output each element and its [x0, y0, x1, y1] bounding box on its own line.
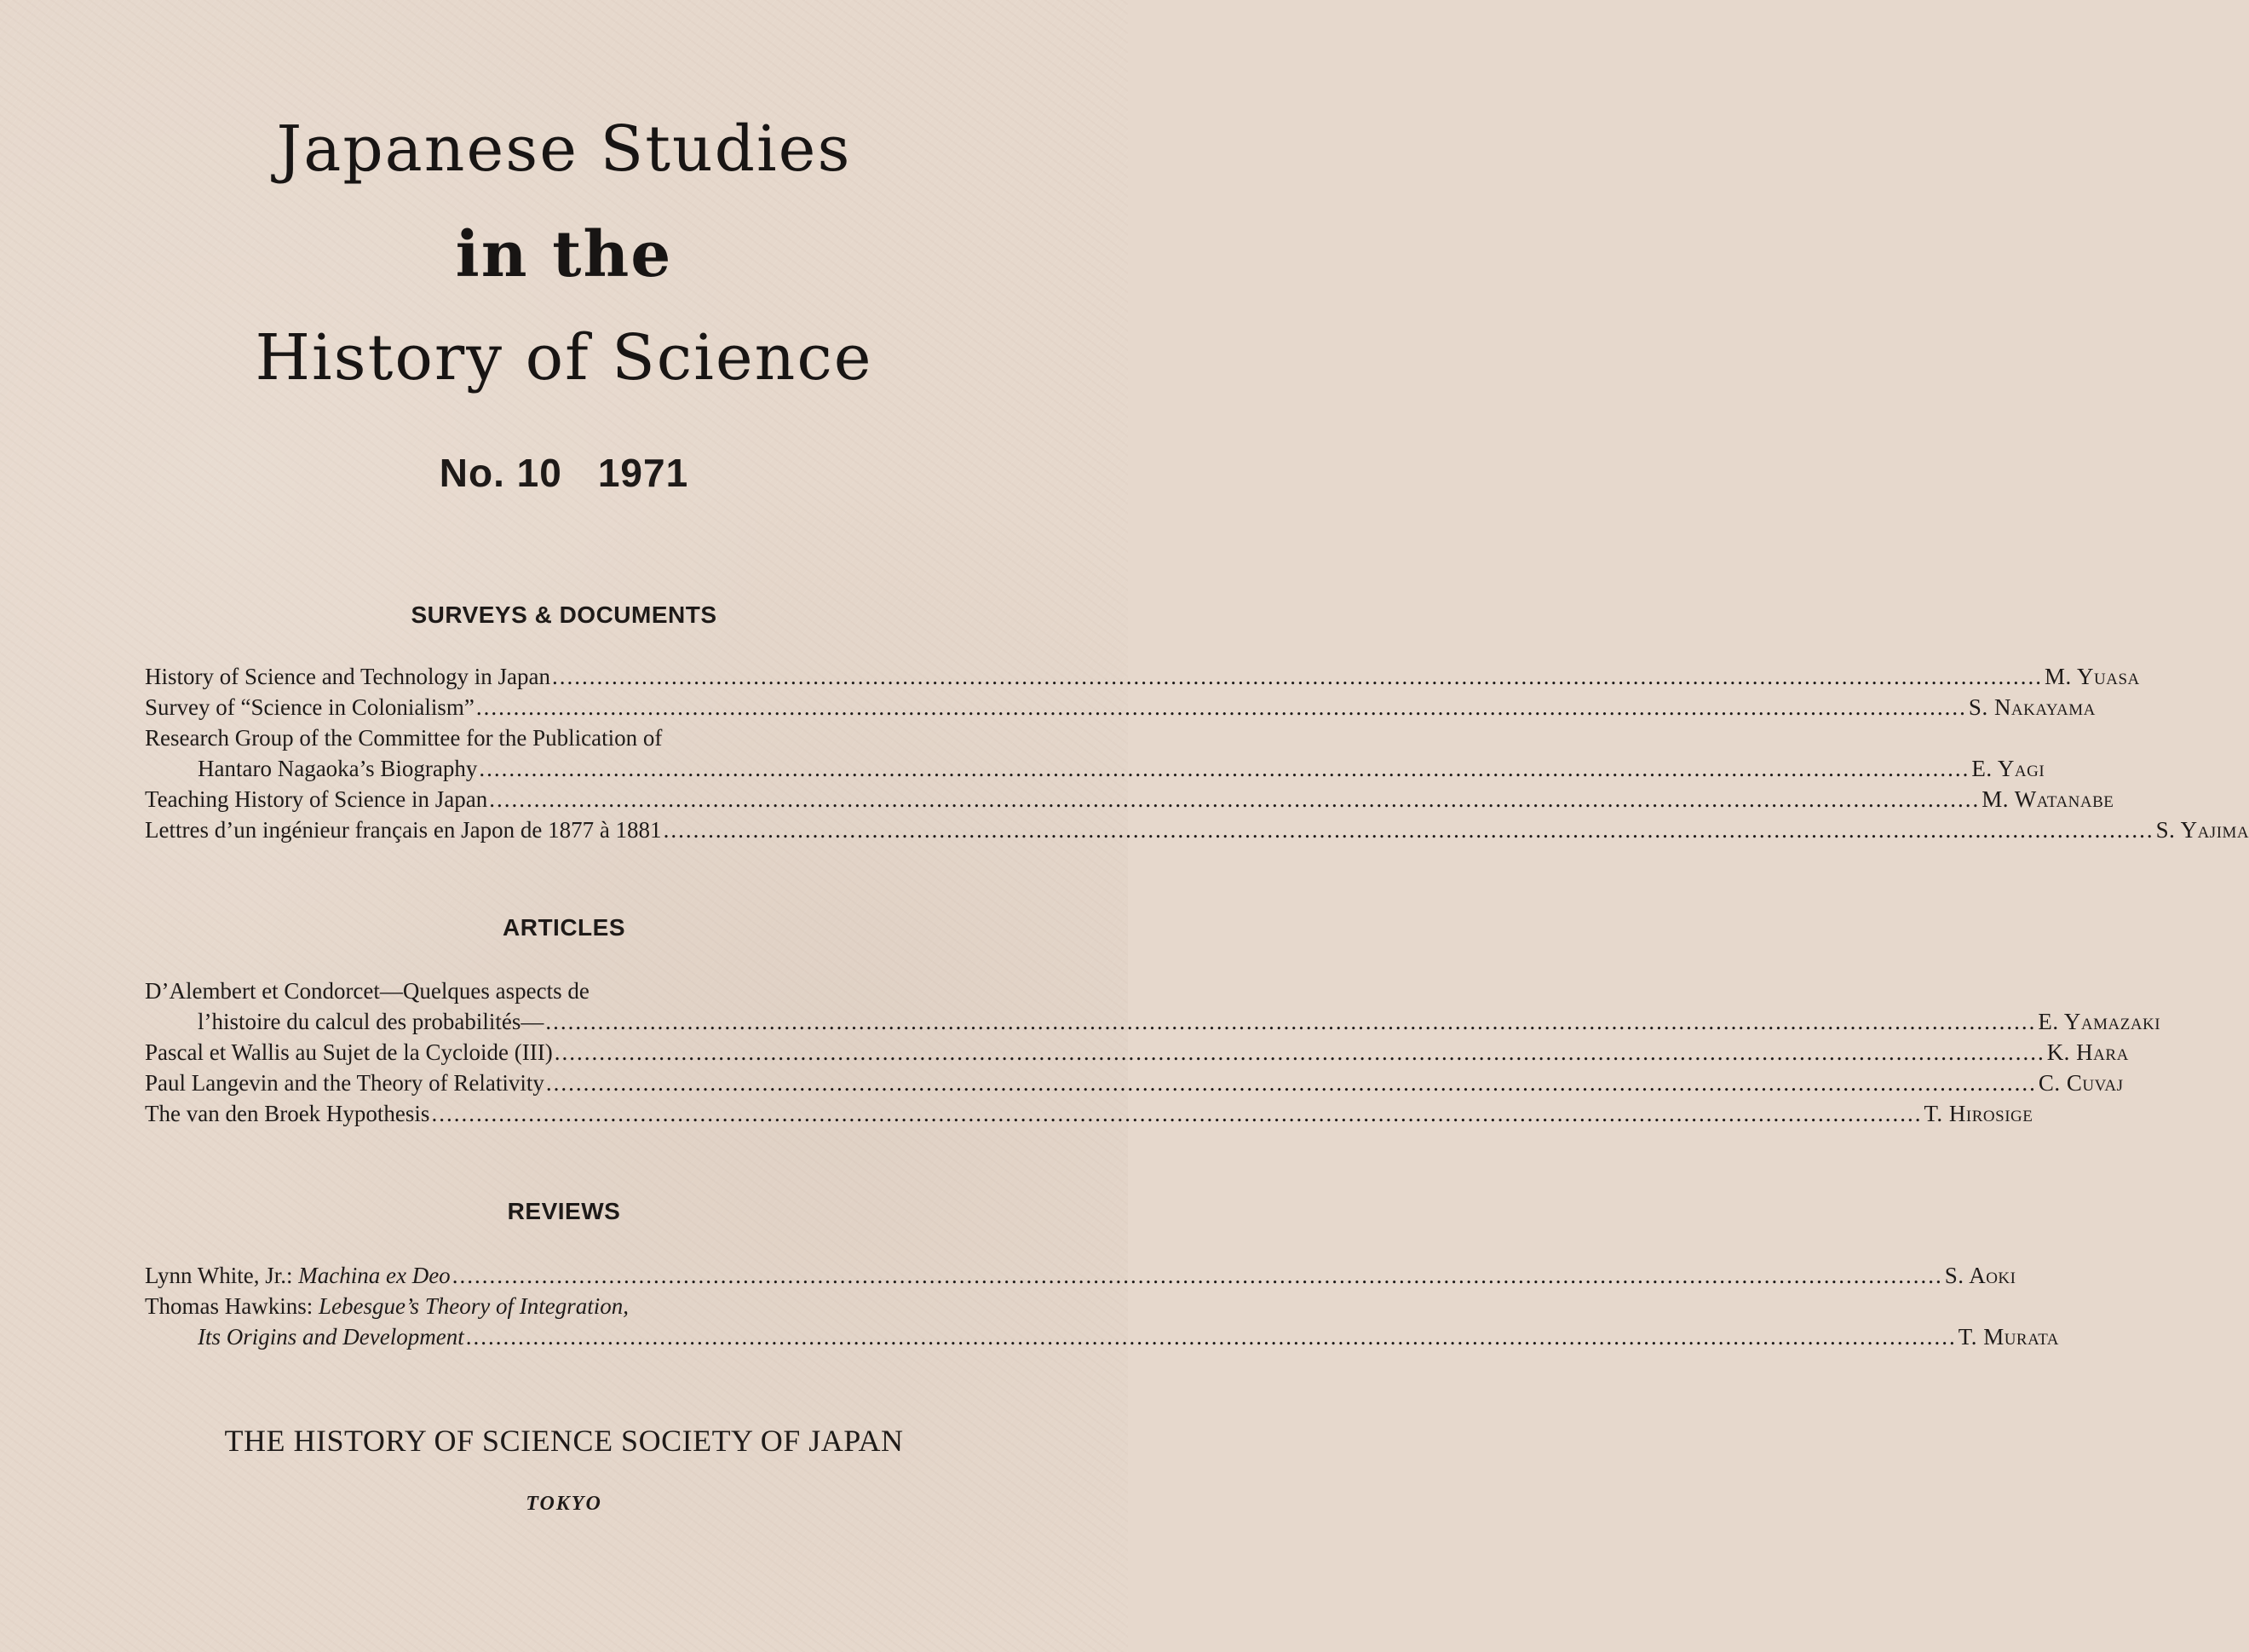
- entry-title: Teaching History of Science in Japan: [145, 786, 488, 812]
- toc-entry: [145, 1291, 997, 1321]
- articles-heading: ARTICLES: [503, 914, 625, 941]
- entry-title: l’histoire du calcul des probabilités—: [198, 1009, 544, 1034]
- entry-title: Hantaro Nagaoka’s Biography: [198, 756, 478, 781]
- toc-entry: [145, 661, 2140, 692]
- issue-year: 1971: [597, 451, 689, 495]
- entry-author: S. Aoki: [1944, 1263, 2016, 1288]
- issue-number: No. 10: [439, 451, 562, 495]
- entry-author: M. Yuasa: [2045, 664, 2140, 689]
- review-author: Lynn White, Jr.:: [145, 1263, 299, 1288]
- book-title: Its Origins and Development: [198, 1324, 464, 1350]
- toc-entry: [145, 1098, 2033, 1129]
- toc-entry: [145, 722, 997, 753]
- toc-entry: [145, 1037, 2129, 1068]
- toc-entry: [145, 814, 2249, 845]
- entry-title: The van den Broek Hypothesis: [145, 1101, 430, 1126]
- toc-entry: [145, 1068, 2124, 1098]
- entry-title: [145, 1291, 629, 1321]
- entry-author: E. Yagi: [1971, 756, 2045, 781]
- leader-dots: ........................................................................................................................................................................................................: [452, 1263, 1943, 1288]
- book-title: Machina ex Deo: [298, 1263, 451, 1288]
- surveys-toc: [145, 661, 2249, 845]
- entry-title: Paul Langevin and the Theory of Relativity: [145, 1070, 544, 1096]
- toc-entry: [145, 1006, 2161, 1037]
- title-line-1: Japanese Studies: [276, 112, 852, 186]
- toc-entry: [145, 784, 2114, 814]
- entry-author: T. Murata: [1958, 1324, 2060, 1350]
- reviews-heading: REVIEWS: [507, 1198, 621, 1224]
- issue-line: [0, 450, 1128, 496]
- entry-title: D’Alembert et Condorcet—Quelques aspects de: [145, 978, 590, 1004]
- articles-toc: [145, 976, 2161, 1129]
- surveys-heading: SURVEYS & DOCUMENTS: [411, 602, 717, 628]
- entry-author: M. Watanabe: [1982, 786, 2114, 812]
- entry-title: Survey of “Science in Colonialism”: [145, 694, 475, 720]
- entry-author: C. Cuvaj: [2038, 1070, 2124, 1096]
- leader-dots: ........................................................................................................................................................................................................: [479, 756, 1970, 781]
- entry-title: Lettres d’un ingénieur français en Japon de 1877 à 1881: [145, 817, 662, 843]
- entry-author: K. Hara: [2046, 1039, 2129, 1065]
- toc-entry: [145, 1260, 2016, 1291]
- entry-author: S. Nakayama: [1968, 694, 2096, 720]
- title-line-2: in the: [455, 218, 673, 291]
- book-title: Lebesgue’s Theory of Integration,: [318, 1293, 629, 1319]
- entry-title: Pascal et Wallis au Sujet de la Cycloide (III): [145, 1039, 553, 1065]
- leader-dots: ........................................................................................................................................................................................................: [545, 1070, 2037, 1096]
- toc-entry: [145, 1321, 2060, 1352]
- entry-author: S. Yajima: [2155, 817, 2249, 843]
- leader-dots: ........................................................................................................................................................................................................: [465, 1324, 1957, 1350]
- leader-dots: ........................................................................................................................................................................................................: [475, 694, 1967, 720]
- leader-dots: ........................................................................................................................................................................................................: [489, 786, 1981, 812]
- entry-title: Research Group of the Committee for the Publication of: [145, 725, 663, 751]
- toc-entry: [145, 692, 2096, 722]
- entry-author: E. Yamazaki: [2038, 1009, 2161, 1034]
- reviews-toc: [145, 1260, 2060, 1352]
- title-line-3: History of Science: [255, 321, 873, 394]
- entry-title: [145, 1260, 451, 1291]
- leader-dots: ........................................................................................................................................................................................................: [552, 664, 2043, 689]
- publisher-name: THE HISTORY OF SCIENCE SOCIETY OF JAPAN: [224, 1424, 904, 1458]
- entry-title: History of Science and Technology in Japan: [145, 664, 550, 689]
- publisher-city: TOKYO: [526, 1493, 602, 1515]
- toc-entry: [145, 753, 2045, 784]
- entry-author: T. Hirosige: [1924, 1101, 2033, 1126]
- leader-dots: ........................................................................................................................................................................................................: [545, 1009, 2037, 1034]
- leader-dots: ........................................................................................................................................................................................................: [431, 1101, 1923, 1126]
- toc-entry: [145, 976, 997, 1006]
- leader-dots: ........................................................................................................................................................................................................: [554, 1039, 2045, 1065]
- leader-dots: ........................................................................................................................................................................................................: [663, 817, 2154, 843]
- review-author: Thomas Hawkins:: [145, 1293, 319, 1319]
